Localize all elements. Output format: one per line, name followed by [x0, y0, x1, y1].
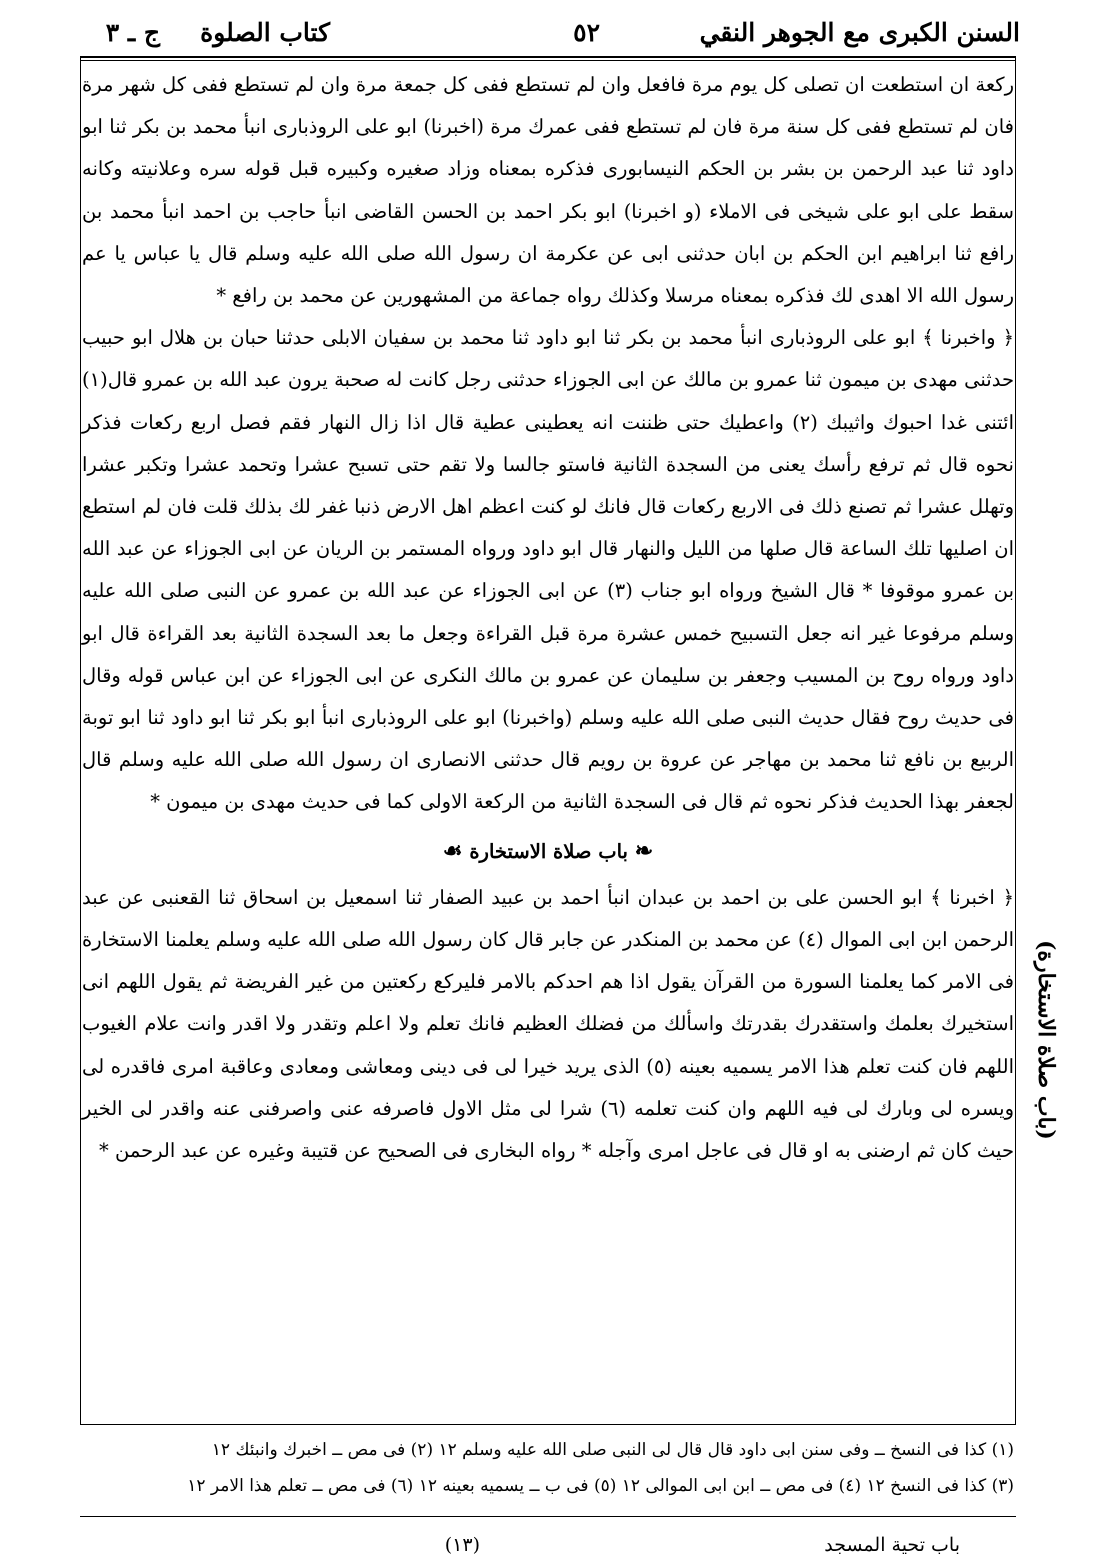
book-title: السنن الكبرى مع الجوهر النقي: [699, 18, 1020, 47]
ornament-right-icon: ❧: [634, 837, 654, 864]
frame-left-rule: [80, 58, 81, 1424]
margin-chapter-note: (باب صلاة الاستخارة): [1033, 940, 1059, 1140]
main-text: [82, 64, 1014, 1172]
header-rule-top: [80, 56, 1016, 58]
next-page-number: (١٣): [444, 1534, 480, 1556]
next-page-title: باب تحية المسجد: [824, 1534, 960, 1556]
page-header: [60, 18, 1020, 58]
paragraph-2: ﴿ واخبرنا ﴾ ابو على الروذبارى انبأ محمد بن بكر ثنا ابو داود ثنا محمد بن سفيان الابلى حدثنا حبان بن هلال ابو حبيب حدثنى مهدى بن ميمون ثنا عمرو بن مالك عن ابى الجوزاء حدثنى رجل كانت له صحبة يرون عبد الله بن عمرو قال(١) ائتنى غدا احبوك واثيبك (٢) واعطيك حتى ظننت انه يعطينى عطية قال اذا زال النهار فقم فصل اربع ركعات فذكر نحوه قال ثم ترفع رأسك يعنى من السجدة الثانية فاستو جالسا ولا تقم حتى تسبح عشرا وتحمد عشرا وتكبر عشرا وتهلل عشرا ثم تصنع ذلك فى الاربع ركعات قال فانك لو كنت اعظم اهل الارض ذنبا غفر لك بذلك قلت فان لم استطع ان اصليها تلك الساعة قال صلها من الليل والنهار قال ابو داود ورواه المستمر بن الريان عن ابى الجوزاء عن عبد الله بن عمرو موقوفا * قال الشيخ ورواه ابو جناب (٣) عن ابى الجوزاء عن عبد الله بن عمرو عن النبى صلى الله عليه وسلم مرفوعا غير انه جعل التسبيح خمس عشرة مرة قبل القراءة وجعل ما بعد السجدة الثانية بعد القراءة قال ابو داود ورواه روح بن المسيب وجعفر بن سليمان عن عمرو بن مالك النكرى عن ابى الجوزاء عن ابن عباس قوله وقال فى حديث روح فقال حديث النبى صلى الله عليه وسلم (واخبرنا) ابو على الروذبارى انبأ ابو بكر ثنا ابو داود ثنا ابو توبة الربيع بن نافع ثنا محمد بن مهاجر عن عروة بن رويم قال حدثنى الانصارى ان رسول الله صلى الله عليه وسلم قال لجعفر بهذا الحديث فذكر نحوه ثم قال فى السجدة الثانية من الركعة الاولى كما فى حديث مهدى بن ميمون *: [82, 326, 1014, 814]
next-page-peek: [60, 1534, 1040, 1559]
page-number: ٥٢: [573, 18, 600, 47]
frame-right-rule: [1015, 58, 1016, 1424]
footer-rule: [80, 1516, 1016, 1517]
footnotes: [82, 1432, 1014, 1504]
paragraph-3: ﴿ اخبرنا ﴾ ابو الحسن على بن احمد بن عبدان انبأ احمد بن عبيد الصفار ثنا اسمعيل بن اسحاق ثنا القعنبى عن عبد الرحمن ابن ابى الموال (٤) عن محمد بن المنكدر عن جابر قال كان رسول الله صلى الله عليه وسلم يعلمنا الاستخارة فى الامر كما يعلمنا السورة من القرآن يقول اذا هم احدكم بالامر فليركع ركعتين من غير الفريضة ثم يقول اللهم انى استخيرك بعلمك واستقدرك بقدرتك واسألك من فضلك العظيم فانك تعلم ولا اعلم وتقدر ولا اقدر وانت علام الغيوب اللهم فان كنت تعلم هذا الامر يسميه بعينه (٥) الذى يريد خيرا لى فى دينى ومعاشى ومعادى وعاقبة امرى فاقدره لى ويسره لى وبارك لى فيه اللهم وان كنت تعلمه (٦) شرا لى مثل الاول فاصرفه عنى واصرفنى عنه واقدر لى الخير حيث كان ثم ارضنى به او قال فى عاجل امرى وآجله * رواه البخارى فى الصحيح عن قتيبة وغيره عن عبد الرحمن *: [82, 885, 1014, 1163]
volume-label: ج ـ ٣: [105, 18, 160, 47]
footnote-line-2: (٣) كذا فى النسخ ١٢ (٤) فى مص ــ ابن ابى الموالى ١٢ (٥) فى ب ــ يسميه بعينه ١٢ (٦) فى مص ــ تعلم هذا الامر ١٢: [187, 1476, 1014, 1496]
chapter-title: باب صلاة الاستخارة: [469, 839, 628, 863]
kitab-title: كتاب الصلوة: [200, 18, 330, 47]
ornament-left-icon: ☙: [442, 837, 463, 864]
header-rule-bottom: [80, 60, 1016, 61]
chapter-heading: [82, 830, 1014, 873]
footnote-line-1: (١) كذا فى النسخ ــ وفى سنن ابى داود قال قال لى النبى صلى الله عليه وسلم ١٢ (٢) فى مص ــ اخبرك وانبئك ١٢: [211, 1440, 1014, 1460]
paragraph-1: ركعة ان استطعت ان تصلى كل يوم مرة فافعل وان لم تستطع ففى كل جمعة مرة وان لم تستطع ففى كل شهر مرة فان لم تستطع ففى كل سنة مرة فان لم تستطع ففى عمرك مرة (اخبرنا) ابو على الروذبارى انبأ محمد بن بكر ثنا ابو داود ثنا عبد الرحمن بن بشر بن الحكم النيسابورى فذكره بمعناه وزاد صغيره وكبيره قبل قوله سره وعلانيته وكانه سقط على ابو على شيخى فى الاملاء (و اخبرنا) ابو بكر احمد بن الحسن القاضى انبأ حاجب بن احمد انبأ محمد بن رافع ثنا ابراهيم ابن الحكم بن ابان حدثنى ابى عن عكرمة ان رسول الله صلى الله عليه وسلم قال يا عباس يا عم رسول الله الا اهدى لك فذكره بمعناه مرسلا وكذلك رواه جماعة من المشهورين عن محمد بن رافع *: [82, 73, 1014, 308]
footnote-rule: [80, 1424, 1016, 1425]
